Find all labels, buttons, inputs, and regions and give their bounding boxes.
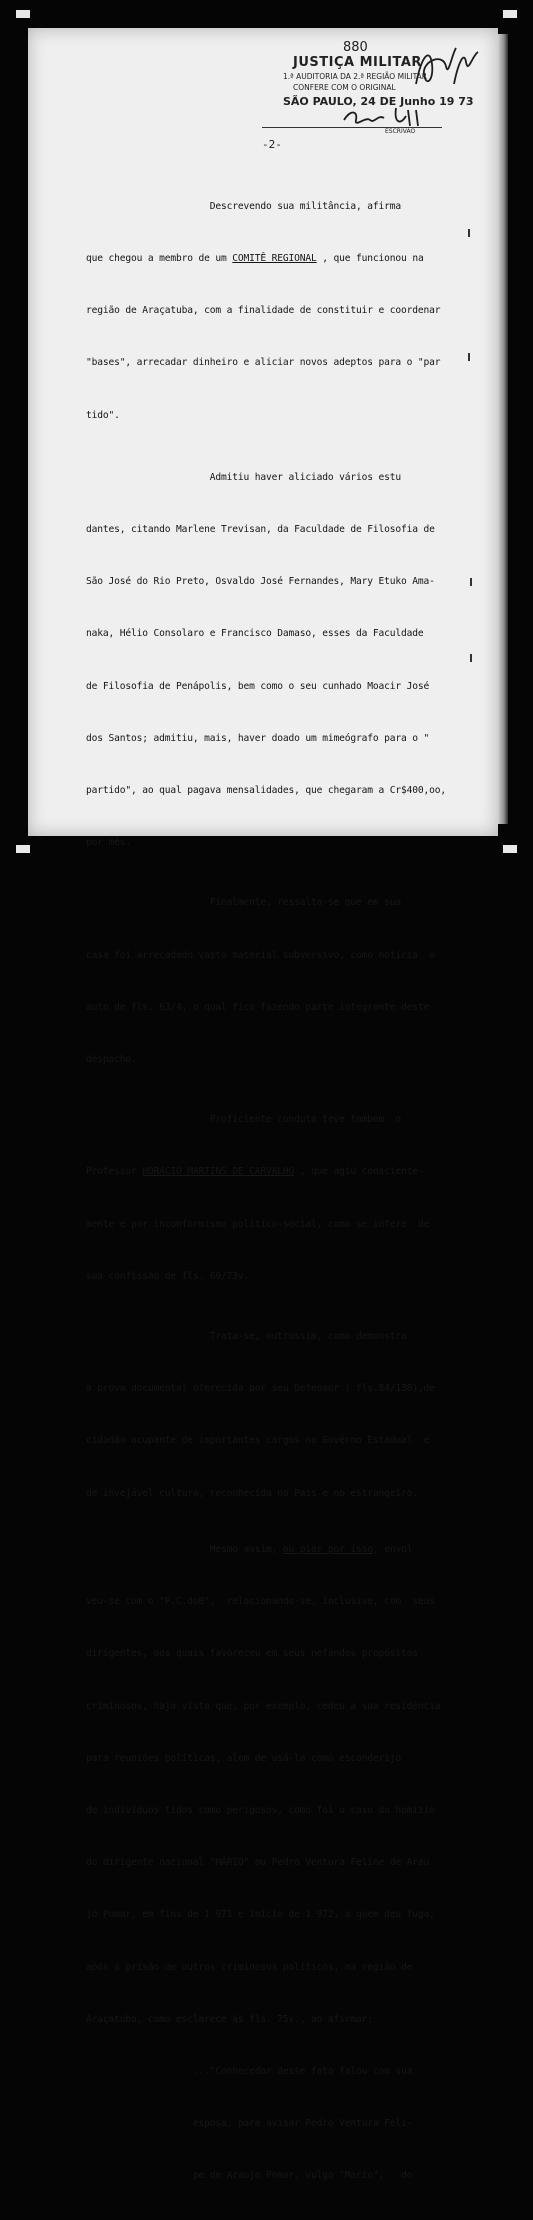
- text-line: ..."Conhecedor desse fato falou com sua: [86, 2065, 413, 2077]
- film-frame-mark: [16, 10, 30, 18]
- text-line: Mesmo assim, ou pior por isso, envol: [86, 1543, 413, 1555]
- text-line: naka, Hélio Consolaro e Francisco Damaso, esses da Faculdade: [86, 628, 424, 640]
- text-line: que chegou a membro de um COMITÊ REGIONAL , que funcionou na: [86, 253, 424, 265]
- text-line: dantes, citando Marlene Trevisan, da Faculdade de Filosofia de: [86, 524, 435, 536]
- signature-top-right: [412, 44, 482, 92]
- text-line: dos Santos; admitiu, mais, haver doado um mimeógrafo para o ": [86, 732, 430, 744]
- text-line: cidadão ocupante de importantes cargos no Govêrno Estadual e: [86, 1435, 430, 1447]
- text-line: dirigentes, aos quais favoreceu em seus nefandos propósitos: [86, 1648, 418, 1660]
- text-line: auto de fls. 63/4, o qual fica fazendo parte integrante deste: [86, 1001, 430, 1013]
- text-line: "bases", arrecadar dinheiro e aliciar novos adeptos para o "par: [86, 357, 441, 369]
- document-body-text: [86, 163, 478, 2220]
- text-line: veu-se com o "P.C.doB", relacionando-se, inclusive, com seus: [86, 1596, 435, 1608]
- signature-escrivao: [340, 102, 430, 132]
- text-line: Professor HORÁCIO MARTINS DE CARVALHO , que agiu consciente-: [86, 1166, 424, 1178]
- text-line: Finalmente, ressalta-se que em sua: [86, 897, 402, 909]
- text-line: de invejável cultura, reconhecida no País e no estrangeiro.: [86, 1487, 418, 1499]
- text-line: despacho.: [86, 1054, 137, 1066]
- stamp-confere: CONFERE COM O ORIGINAL: [293, 83, 396, 92]
- text-line: para reuniões políticas, alem de usá-la como esconderijo: [86, 1752, 402, 1764]
- film-frame-mark: [16, 845, 30, 853]
- text-line: do dirigente nacional "MÁRIO" ou Pedro Ventura Feline de Arau: [86, 1857, 430, 1869]
- text-line: de Filosofia de Penápolis, bem como o seu cunhado Moacir José: [86, 680, 430, 692]
- text-line: Trata-se, outrossim, como demonstra: [86, 1331, 407, 1343]
- page-edge-shadow: [498, 34, 508, 824]
- stamp-auditoria: 1.ª AUDITORIA DA 2.ª REGIÃO MILITAR: [283, 72, 428, 81]
- stamp-court-name: JUSTIÇA MILITAR: [293, 55, 422, 70]
- text-line: partido", ao qual pagava mensalidades, que chegaram a Cr$400,oo,: [86, 785, 447, 797]
- stamp-escrivao: ESCRIVÃO: [385, 128, 416, 135]
- text-line: esposa, para avisar Pedro Ventura Feli-: [86, 2118, 413, 2130]
- text-line: criminosos, haja vista que, por exemplo, cedeu a sua residência: [86, 1700, 441, 1712]
- text-line: a prova documental oferecida por seu Defensor ( fls.84/138),de: [86, 1383, 435, 1395]
- text-line: pe de Araujo Pomar, vulgo "Mario", do: [86, 2170, 413, 2182]
- text-line: São José do Rio Preto, Osvaldo José Fernandes, Mary Etuko Ama-: [86, 576, 435, 588]
- text-line: Araçatuba, como esclarece às fls. 75v., ao afirmar:: [86, 2013, 373, 2025]
- text-line: Proficiente conduta teve também o: [86, 1114, 402, 1126]
- text-line: por mês.: [86, 837, 132, 849]
- stamp-date: SÃO PAULO, 24 DE Junho 19 73: [283, 95, 474, 108]
- text-line: jo Pomar, em fins de 1 971 e início de 1 972, a quem deu fuga,: [86, 1909, 435, 1921]
- text-line: Descrevendo sua militância, afirma: [86, 200, 402, 212]
- film-frame-mark: [503, 10, 517, 18]
- folio-number: 880: [343, 40, 368, 55]
- text-line: casa foi arrecadado vasto material subversivo, como notícia o: [86, 949, 435, 961]
- text-line: região de Araçatuba, com a finalidade de constituir e coordenar: [86, 305, 441, 317]
- film-frame-mark: [503, 845, 517, 853]
- text-line: de indivíduos tidos como perigosos, como foi o caso do homizio: [86, 1804, 435, 1816]
- text-line: Admitiu haver aliciado vários estu: [86, 471, 402, 483]
- text-line: após a prisão de outros criminosos políticos, na região de: [86, 1961, 413, 1973]
- text-line: sua confissão de fls. 69/73v.: [86, 1270, 250, 1282]
- text-line: tido".: [86, 409, 120, 421]
- page-number: -2-: [262, 138, 282, 151]
- text-line: mente e por inconformismo político-social, como se infere de: [86, 1218, 430, 1230]
